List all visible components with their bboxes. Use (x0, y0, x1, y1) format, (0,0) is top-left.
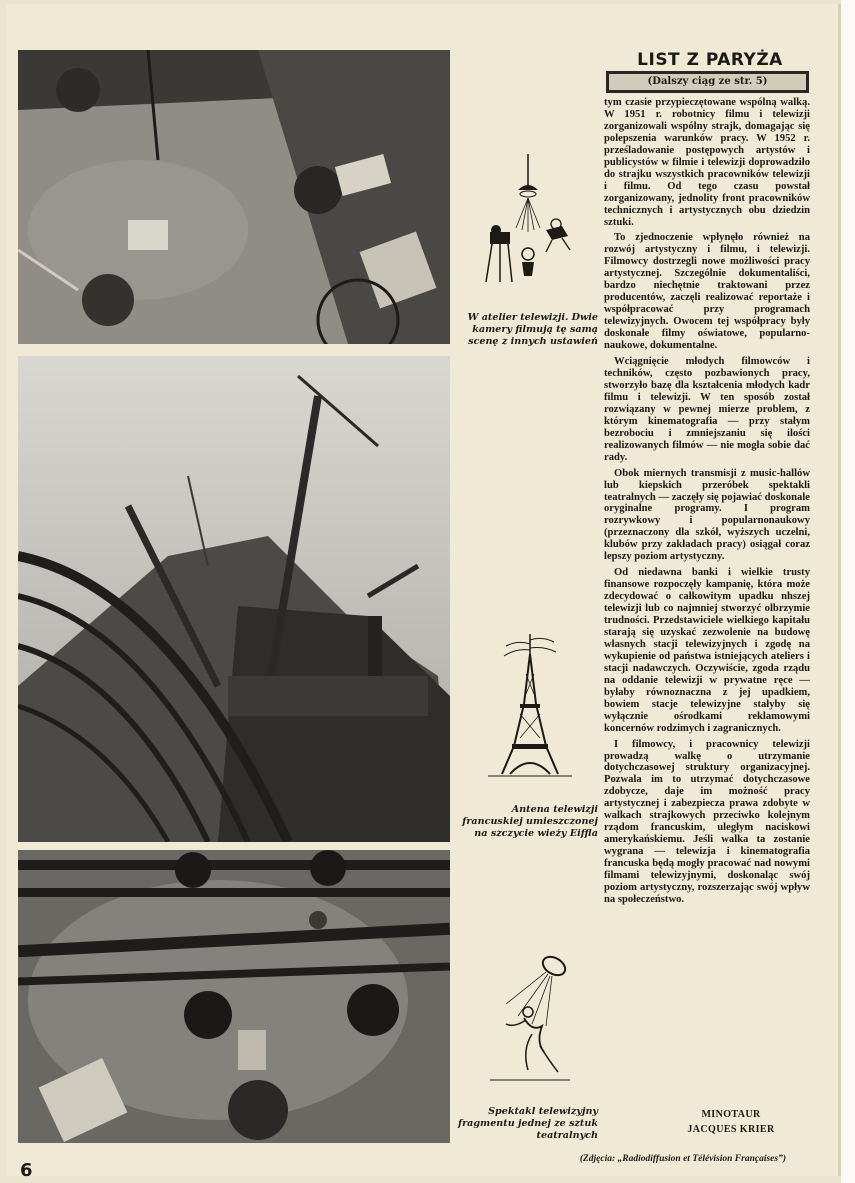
signature-author: JACQUES KRIER (687, 1124, 775, 1135)
page-margin (841, 0, 855, 1183)
photo-eiffel-antenna (18, 356, 450, 842)
photo-tv-studio (18, 50, 450, 344)
article-paragraph: Obok miernych transmisji z music-hallów lub kiepskich przeróbek spektakli teatralnych — zaczęły się pojawiać doskonale oryginalne programy. I program rozrywkowy i popularnonaukowy (przeznaczony dla szkół, wyższych uczelni, klubów przy zakładach pracy) osiągał coraz lepszy poziom artystyczny. (604, 467, 810, 563)
photo-credit: (Zdjęcia: „Radiodiffusion et Télévision Françaises”) (579, 1154, 786, 1164)
illustration-eiffel-tower (484, 634, 576, 784)
caption-photo-spectacle: Spektakl telewizyjny fragmentu jednej ze sztuk teatralnych (457, 1106, 598, 1141)
page-number: 6 (20, 1160, 33, 1181)
article-paragraph: Od niedawna banki i wielkie trusty finansowe rozpoczęły kampanię, która może zdecydować o całkowitym upadku nhszej telewizji lub co najmniej stworzyć olbrzymie trudności. Przedstawiciele wielkiego kapitału starają się uzyskać zezwolenie na budowę własnych stacji telewizyjnych i zgodę na wykupienie od państwa istniejących ateliers i stacji nadawczych. Oczywiście, zgoda rządu na oddanie telewizji w prywatne ręce — byłaby równoznaczna z jej upadkiem, bowiem stacje telewizyjne stałyby się wyłącznie ośrodkami reklamowymi koncernów rodzimych i zagranicznych. (604, 567, 810, 734)
signature-minotaur: MINOTAUR (701, 1109, 761, 1120)
caption-photo-studio: W atelier telewizji. Dwie kamery filmują tę samą scenę z innych ustawień (467, 312, 598, 347)
photo-tv-spectacle (18, 850, 450, 1143)
article-paragraph: I filmowcy, i pracownicy telewizji prowadzą walkę o utrzymanie dotychczasowej struktury organizacyjnej. Pozwala im to utrzymać dotychczasowe zdobycze, daje im możność pracy artystycznej i zabezpiecza prawa zdobyte w walkach strajkowych przeciwko kolejnym rządom francuskim, uległym naciskowi amerykańskiemu. Jeśli walka ta zostanie wygrana — telewizja i kinematografia francuska będą mogły pracować nad nowymi filmami telewizyjnymi, doskonaląc swój poziom artystyczny, rozszerzając swój wpływ na społeczeństwo. (604, 738, 810, 905)
article-body (604, 97, 810, 910)
continued-band (606, 71, 809, 93)
continued-note: (Dalszy ciąg ze str. 5) (609, 74, 806, 90)
caption-photo-antenna: Antena telewizji francuskiej umieszczonej na szczycie wieży Eiffla (462, 804, 598, 839)
article-paragraph: To zjednoczenie wpłynęło również na rozwój artystyczny i filmu, i telewizji. Filmowcy dostrzegli nowe możliwości pracy artystycznej. Szczególnie dokumentaliści, bardzo niechętnie traktowani przez producentów, zaczęli realizować reportaże i współpracować przy programach telewizyjnych. Owocem tej współpracy były doskonałe filmy oświatowe, popularno-naukowe, dokumentalne. (604, 232, 810, 352)
magazine-page (6, 4, 841, 1181)
article-paragraph: Wciągnięcie młodych filmowców i techników, często pozbawionych pracy, stworzyło bazę dla kształcenia młodych kadr filmu i telewizji. W ten sposób został rozwiązany w pewnej mierze problem, z którym kinematografia — przy stałym bezrobociu i zmniejszaniu się ilości realizowanych filmów — nie mogła sobie dać rady. (604, 356, 810, 463)
article-paragraph: tym czasie przypieczętowane wspólną walką. W 1951 r. robotnicy filmu i telewizji zorganizowali wspólny strajk, domagając się polepszenia warunków pracy. W 1952 r. prześladowanie postępowych artystów i publicystów w filmie i telewizji doprowadziło do strajku wszystkich pracowników telewizji i filmu. Od tego czasu powstał zorganizowany, jednolity front pracowników technicznych i artystycznych obu dziedzin sztuki. (604, 97, 810, 228)
illustration-cameramen (476, 154, 576, 289)
article-title: LIST Z PARYŻA (637, 50, 783, 70)
illustration-spotlight-dancer (484, 954, 580, 1086)
